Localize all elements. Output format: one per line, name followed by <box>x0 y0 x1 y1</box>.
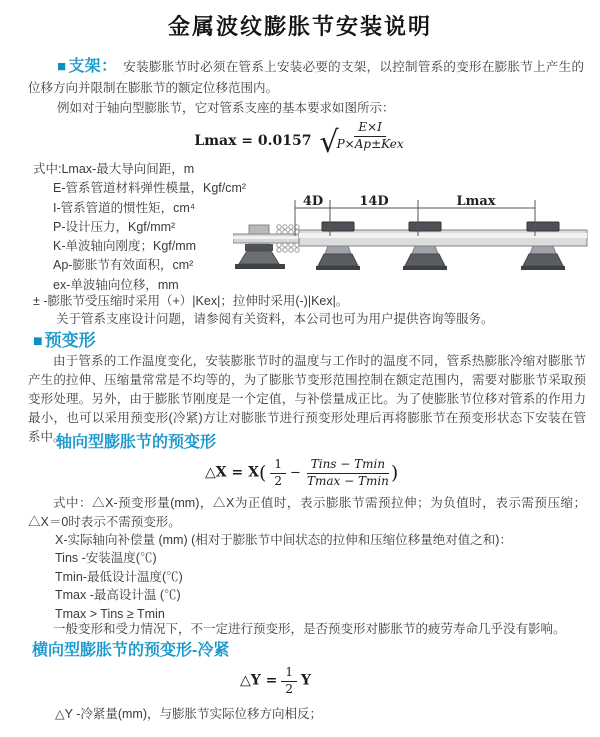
lateral-predeform-formula <box>240 665 311 697</box>
definition-line: E-管系管道材料弹性模量，Kgf/cm² <box>53 181 247 196</box>
formula-prefix: △Y = <box>240 672 278 689</box>
definition-line: 式中:Lmax-最大导向间距，m <box>33 162 195 176</box>
section-marker-icon: ■ <box>33 333 43 350</box>
definition-line: ex-单波轴向位移，mm <box>53 277 179 292</box>
right-paren: ) <box>390 462 399 485</box>
general-deformation-note: 一般变形和受力情况下，不一定进行预变形，是否预变形对膨胀节的疲劳寿命几乎没有影响。 <box>53 622 566 636</box>
dimension-label-4d: 4D <box>302 194 324 209</box>
formula-numerator: E×I <box>354 120 386 137</box>
axial-subheading: 轴向型膨胀节的预变形 <box>56 434 217 451</box>
section-marker-icon: ■ <box>57 58 67 75</box>
variable-line: Tmax > Tins ≥ Tmin <box>55 606 165 621</box>
half-denominator: 2 <box>285 681 294 696</box>
anchor-cap <box>245 244 273 251</box>
symbol-definition-list <box>33 160 246 295</box>
predeform-paragraph: 由于管系的工作温度变化，安装膨胀节时的温度与工作时的温度不同，管系热膨胀冷缩对膨胀节产生的拉伸、压缩量常常是不均等的，为了膨胀节变形范围控制在额定范围内，需要对膨胀节采取预变形处理。另外，由于膨胀节刚度是一个定值，与补偿量成正比。为了使膨胀节位移对管系的作用力最小，也可以采用预变形(冷紧)方让对膨胀节进行预变形处理后再将膨胀节在预变形状态下安装在管系中。 <box>28 354 586 444</box>
plus-minus-note: ± -膨胀节受压缩时采用（+）|Kex|；拉伸时采用(-)|Kex|。 <box>33 294 349 308</box>
page-title: 金属波纹膨胀节安装说明 <box>167 14 432 39</box>
guide-spacing-formula <box>0 120 600 161</box>
half-numerator: 1 <box>281 665 297 682</box>
pipe-guide-diagram <box>233 192 595 292</box>
temp-numerator: Tins − Tmin <box>307 457 389 474</box>
main-pipe-highlight <box>299 233 587 238</box>
formula-suffix: Y <box>301 672 312 689</box>
formula-denominator: P×Ap±Kex <box>336 136 404 151</box>
axial-variable-list <box>55 531 586 623</box>
support-section-heading: 支架： <box>68 58 118 75</box>
support-paragraph-text: 安装膨胀节时必须在管系上安装必要的支架，以控制管系的变形在膨胀节上产生的位移方向并限制在膨胀节的额定位移范围内。 <box>28 60 584 95</box>
variable-line: Tmax -最高设计温 (℃) <box>55 588 181 603</box>
thin-pipe-highlight <box>233 236 301 239</box>
predeform-section-heading <box>33 326 96 351</box>
anchor-base <box>235 264 285 269</box>
definition-line: P-设计压力，Kgf/mm² <box>53 219 176 234</box>
variable-line: Tmin-最低设计温度(℃) <box>55 569 183 584</box>
anchor-flare <box>239 251 279 264</box>
definition-line: I-管系管道的惯性矩，cm⁴ <box>53 200 196 215</box>
temp-denominator: Tmax − Tmin <box>306 473 389 488</box>
cold-tighten-note: △Y -冷紧量(mm)，与膨胀节实际位移方向相反； <box>55 707 323 721</box>
half-denominator: 2 <box>274 473 283 488</box>
lateral-subheading: 横向型膨胀节的预变形-冷紧 <box>32 642 230 659</box>
radical-sign-icon: √ <box>319 125 339 161</box>
definition-line: K-单波轴向刚度；Kgf/mm <box>53 239 197 254</box>
definition-line: Ap-膨胀节有效面积，cm² <box>53 258 194 273</box>
left-paren: ( <box>258 462 267 485</box>
pipe-guide-diagram-svg <box>233 192 595 292</box>
predeform-heading-text: 预变形 <box>44 331 96 350</box>
variable-line: Tins -安装温度(℃) <box>55 551 157 566</box>
support-paragraph <box>28 56 584 99</box>
example-line: 例如对于轴向型膨胀节，它对管系支座的基本要求如图所示： <box>57 101 395 115</box>
variable-line: X-实际轴向补偿量 (mm) (相对于膨胀节中间状态的拉伸和压缩位移量绝对值之和)： <box>55 533 512 547</box>
formula-prefix: △X = X <box>205 464 259 481</box>
half-numerator: 1 <box>270 457 286 474</box>
axial-predeform-formula <box>205 457 398 489</box>
consult-note: 关于管系支座设计问题，请参阅有关资料，本公司也可为用户提供咨询等服务。 <box>56 312 494 326</box>
dimension-label-lmax: Lmax <box>456 194 496 209</box>
axial-formula-explanation: 式中：△X-预变形量(mm)，△X为正值时，表示膨胀节需预拉伸；为负值时，表示需预压缩；△X＝0时表示不需预变形。 <box>28 496 586 529</box>
formula-lhs: Lmax = 0.0157 <box>194 133 312 150</box>
dimension-label-14d: 14D <box>359 194 389 209</box>
minus-sign: − <box>290 465 301 481</box>
